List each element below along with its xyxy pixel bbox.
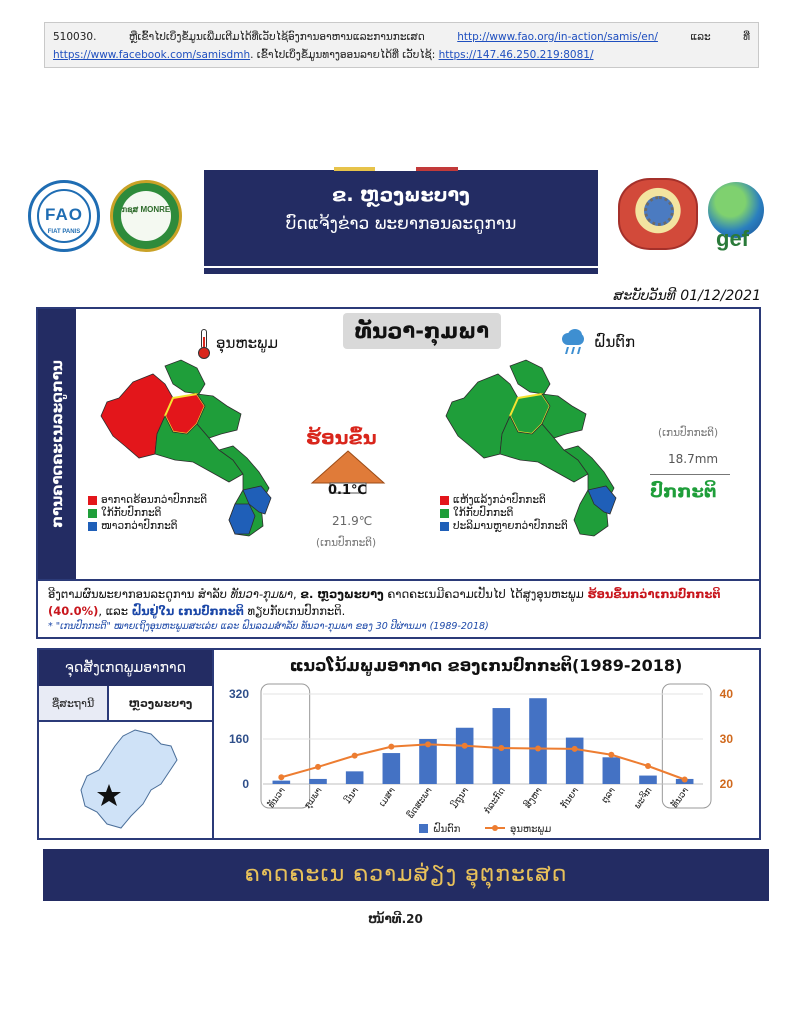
x-tick-label: ຕຸລາ [600,785,618,806]
y-tick-left: 320 [228,687,249,701]
monre-logo-text: ກຊສ MONRE [121,205,171,214]
x-tick-label: ເມສາ [377,785,398,809]
temperature-point [352,753,358,759]
legend-label: ໜາວກວ່າປົກກະຕິ [101,520,178,532]
map-region-north [510,360,550,394]
legend-item [440,520,568,533]
rainfall-status: ປົກກະຕິ [650,481,717,502]
contact-text: ຫຼືເຂົ້າໄປເບິ່ງຂໍ້ມູນເພີ່ມເຕີມໄດ້ທີ່ເວັບໄຊ້ອົງການອາຫານແລະການກະເສດ [128,31,425,43]
temperature-heading [198,329,278,357]
rain-bar [309,779,327,784]
agromet-risk-banner: ຄາດຄະເນ ຄວາມສ່ຽງ ອຸຕຸກະເສດ [43,849,769,901]
legend-item [440,494,568,507]
contact-and: ແລະ [690,31,711,43]
chart-title: ແນວໂນ້ມພູມອາກາດ ຂອງເກນປົກກະຕິ(1989-2018) [289,656,683,675]
temperature-point [608,752,614,758]
summary-temperature-highlight: ຮ້ອນຂຶ້ນກວ່າເກນປົກກະຕິ (40.0%) [48,587,721,618]
summary-footnote: * "ເກນປົກກະຕິ" ໝາຍເຖິງອຸນຫະພູມສະເລ່ຍ ແລະ ຝົນລວມສໍາລັບ ທັນວາ-ກຸມພາ ຂອງ 30 ປີຜ່ານມາ (1989-2018) [48,621,489,632]
rain-bar [346,771,364,784]
legend-label: ໃກ້ກັບປົກກະຕິ [453,507,514,519]
highlight-box-start [261,684,310,811]
summary-part: , ແລະ [98,604,132,618]
forecast-period: ທັນວາ-ກຸມພາ [343,313,501,349]
rainfall-legend [440,494,568,533]
forecast-panel [36,307,761,639]
x-tick-label: ກໍລະກົດ [482,785,508,817]
fao-link[interactable]: http://www.fao.org/in-action/samis/en/ [457,31,658,43]
rain-bar [529,698,547,784]
rain-bar [456,728,474,784]
legend-swatch [88,509,97,518]
station-row [39,686,212,722]
rainfall-heading [558,329,635,355]
title-banner [204,170,598,274]
legend-rain-label: ຝົນຕົກ [433,824,461,835]
legend-swatch [88,522,97,531]
forecast-summary [38,579,759,637]
x-tick-label: ສິງຫາ [523,785,545,811]
climate-normal-chart [213,680,759,840]
legend-label: ແຫ້ງແລ້ງກວ່າປົກກະຕິ [453,494,546,506]
legend-swatch [440,522,449,531]
temperature-point [425,741,431,747]
contact-prefix: 510030. [53,31,97,43]
legend-item [88,494,207,507]
x-tick-label: ພະຈິກ [632,785,655,812]
summary-part: , [293,587,301,601]
y-tick-left: 160 [228,732,249,746]
province-shape [81,730,177,828]
facebook-link[interactable]: https://www.facebook.com/samisdmh [53,49,251,61]
province-title: ຂ. ຫຼວງພະບາງ [332,184,470,206]
banner-divider [204,266,598,268]
contact-info-box [44,22,759,68]
x-tick-label: ພຶດສະພາ [406,785,435,821]
y-tick-right: 20 [719,777,733,791]
rainfall-normal-value: 18.7mm [668,452,719,466]
summary-text [48,586,749,620]
temperature-line [281,744,684,779]
climate-chart-panel [213,648,761,840]
bulletin-subtitle: ບົດແຈ້ງຂ່າວ ພະຍາກອນລະດູການ [285,214,517,234]
legend-label: ໃກ້ກັບປົກກະຕິ [101,507,162,519]
contact-at: ທີ່ [743,31,750,43]
page-number: ໜ້າທີ.20 [368,912,423,926]
x-tick-label: ທັນວາ [266,785,288,811]
rainfall-divider [650,474,730,475]
station-panel-header: ຈຸດສັງເກດພູມອາກາດ [39,650,212,686]
province-locator-map [73,726,183,834]
summary-part: ທຽບກັບເກນປົກກະຕິ. [243,604,346,618]
temperature-point [682,777,688,783]
temperature-point [462,743,468,749]
temperature-normal-value: 21.9℃ [332,514,373,528]
edition-date: ສະບັບວັນທີ 01/12/2021 [613,288,761,304]
temperature-point [535,745,541,751]
side-label-box [38,309,76,579]
y-tick-left: 0 [242,777,249,791]
x-tick-label: ມີນາ [343,785,362,806]
temperature-anomaly: 0.1℃ [328,483,367,498]
station-name-label: ຊື່ສະຖານີ [39,686,109,720]
thermometer-icon [198,329,210,357]
legend-rain-swatch [419,824,428,833]
legend-swatch [440,509,449,518]
x-tick-label: ກຸມພາ [302,785,325,811]
contact-text-2: . ເຂົ້າໄປເບິ່ງຂໍ້ມູນທາງອອນລາຍໄດ້ທີ່ ເວັບໄຊ້: [250,49,436,61]
legend-item [88,520,207,533]
fao-logo-text: FAO [45,205,83,224]
legend-item [88,507,207,520]
monre-logo [110,180,182,252]
online-link[interactable]: https://147.46.250.219:8081/ [438,49,594,61]
fao-motto: FIAT PANIS [47,229,81,235]
temperature-point [388,744,394,750]
x-tick-label: ກັນຍາ [559,785,582,811]
temperature-point [498,745,504,751]
summary-rain-highlight: ຝົນຢູ່ໃນ [131,604,175,618]
temperature-point [645,763,651,769]
summary-part: ຄາດຄະເນມີຄວາມເປັນໄປ ໄດ້ສູງອຸນຫະພູມ [383,587,588,601]
legend-swatch [440,496,449,505]
summary-province: ຂ. ຫຼວງພະບາງ [300,587,384,601]
map-region-north [165,360,205,394]
side-label: ການຄາດຄະເນລະດູການ [48,360,66,528]
x-tick-label: ທັນວາ [670,785,692,811]
contact-line-1 [53,28,750,46]
station-location-panel [37,648,214,840]
x-tick-label: ມິຖຸນາ [449,785,472,811]
flag-stripe [334,167,458,171]
temperature-point [278,774,284,780]
rain-bar [566,738,584,784]
legend-label: ປະລິມານຫຼາຍກວ່າປົກກະຕິ [453,520,568,532]
rain-cloud-icon [558,329,588,355]
legend-label: ອາກາດຮ້ອນກວ່າປົກກະຕິ [101,494,208,506]
legend-temp-point [492,825,498,831]
fao-logo [28,180,100,252]
temperature-point [572,746,578,752]
temperature-legend [88,494,207,533]
summary-period: ທັນວາ-ກຸມພາ [230,587,294,601]
legend-temp-label: ອຸນຫະພູມ [510,824,552,835]
summary-part: ອີງຕາມຜົນພະຍາກອນລະດູການ ສໍາລັບ [48,587,231,601]
rain-bar [603,757,621,784]
y-tick-right: 40 [719,687,733,701]
rain-bar [639,776,657,784]
station-name-value: ຫຼວງພະບາງ [128,696,193,710]
temperature-heading-label: ອຸນຫະພູມ [216,334,278,352]
temperature-normal-label: (ເກນປົກກະຕິ) [316,537,377,549]
contact-line-2 [53,46,750,64]
temperature-point [315,764,321,770]
lao-emblem-logo [618,178,698,250]
rain-bar [273,781,291,784]
legend-item [440,507,568,520]
rain-bar [383,753,401,784]
rainfall-heading-label: ຝົນຕົກ [594,333,636,351]
y-tick-right: 30 [719,732,733,746]
gef-logo-text: gef [716,226,749,251]
legend-swatch [88,496,97,505]
rainfall-normal-label: (ເກນປົກກະຕິ) [658,427,719,439]
summary-rain-highlight: ເກນປົກກະຕິ [177,604,244,618]
temperature-status: ຮ້ອນຂຶ້ນ [306,427,377,449]
